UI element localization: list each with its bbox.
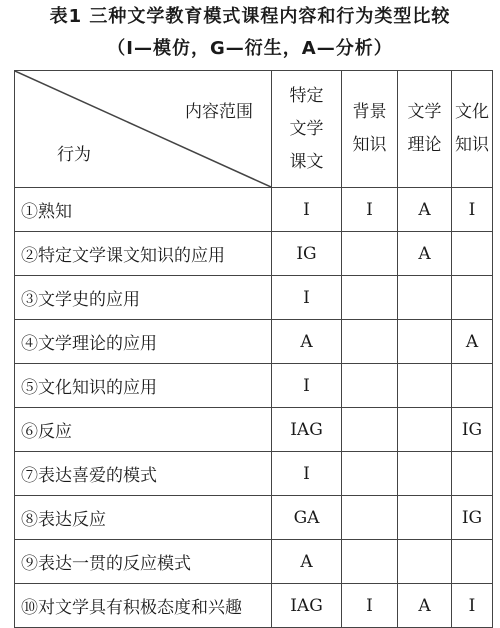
table-cell — [342, 276, 398, 320]
column-header — [452, 71, 493, 188]
row-label: ④文学理论的应用 — [15, 320, 272, 364]
table-cell — [342, 540, 398, 584]
table-row — [15, 584, 493, 628]
table-cell: IAG — [272, 408, 342, 452]
column-header-line: 理论 — [407, 135, 442, 155]
column-header-line: 课文 — [289, 151, 324, 172]
table-cell — [342, 320, 398, 364]
column-header — [272, 71, 342, 188]
row-label: ⑦表达喜爱的模式 — [15, 452, 272, 496]
row-label: ⑩对文学具有积极态度和兴趣 — [15, 584, 272, 628]
table-subtitle: （I—模仿，G—衍生，A—分析） — [107, 38, 393, 59]
column-header-line: 知识 — [352, 135, 387, 155]
table-row — [15, 408, 493, 452]
table-cell: A — [272, 320, 342, 364]
corner-label-behavior: 行为 — [57, 145, 91, 165]
table-cell — [452, 232, 493, 276]
table-cell: A — [272, 540, 342, 584]
comparison-table — [14, 70, 493, 628]
table-row — [15, 452, 493, 496]
column-header-line: 特定 — [289, 85, 324, 106]
table-cell — [398, 408, 452, 452]
table-row — [15, 188, 493, 232]
table-cell: I — [342, 584, 398, 628]
table-cell: I — [272, 364, 342, 408]
table-cell — [342, 408, 398, 452]
table-row — [15, 276, 493, 320]
table-cell — [398, 276, 452, 320]
column-header — [342, 71, 398, 188]
table-cell — [342, 364, 398, 408]
table-cell: I — [452, 188, 493, 232]
table-cell — [398, 452, 452, 496]
table-cell: GA — [272, 496, 342, 540]
table-cell: IG — [272, 232, 342, 276]
table-cell — [398, 320, 452, 364]
column-header-line: 知识 — [455, 135, 489, 155]
table-cell — [398, 364, 452, 408]
table-row — [15, 232, 493, 276]
table-cell: I — [342, 188, 398, 232]
row-label: ①熟知 — [15, 188, 272, 232]
column-header-line: 文学 — [407, 102, 442, 122]
table-row — [15, 496, 493, 540]
table-cell: A — [398, 232, 452, 276]
table-cell: A — [398, 188, 452, 232]
table-title: 表1 三种文学教育模式课程内容和行为类型比较 — [49, 6, 451, 27]
table-cell — [452, 276, 493, 320]
table-cell — [398, 496, 452, 540]
table-cell: IAG — [272, 584, 342, 628]
table-row — [15, 540, 493, 584]
column-header-line: 文学 — [289, 118, 324, 139]
table-cell: I — [272, 276, 342, 320]
header-corner — [15, 71, 272, 188]
table-cell: I — [272, 188, 342, 232]
row-label: ⑨表达一贯的反应模式 — [15, 540, 272, 584]
table-cell: IG — [452, 408, 493, 452]
column-header-line: 背景 — [352, 102, 387, 122]
header-row — [15, 71, 493, 188]
row-label: ③文学史的应用 — [15, 276, 272, 320]
row-label: ⑤文化知识的应用 — [15, 364, 272, 408]
table-cell — [398, 540, 452, 584]
column-header-line: 文化 — [455, 102, 489, 122]
table-cell — [452, 540, 493, 584]
table-cell — [452, 364, 493, 408]
corner-label-content-range: 内容范围 — [185, 102, 253, 122]
table-cell: I — [452, 584, 493, 628]
table-row — [15, 320, 493, 364]
table-cell — [342, 232, 398, 276]
table-row — [15, 364, 493, 408]
row-label: ⑥反应 — [15, 408, 272, 452]
row-label: ⑧表达反应 — [15, 496, 272, 540]
table-cell: IG — [452, 496, 493, 540]
row-label: ②特定文学课文知识的应用 — [15, 232, 272, 276]
table-cell: A — [398, 584, 452, 628]
table-cell — [452, 452, 493, 496]
diagonal-divider — [15, 71, 271, 187]
table-cell: I — [272, 452, 342, 496]
table-cell — [342, 496, 398, 540]
column-header — [398, 71, 452, 188]
table-cell: A — [452, 320, 493, 364]
table-cell — [342, 452, 398, 496]
